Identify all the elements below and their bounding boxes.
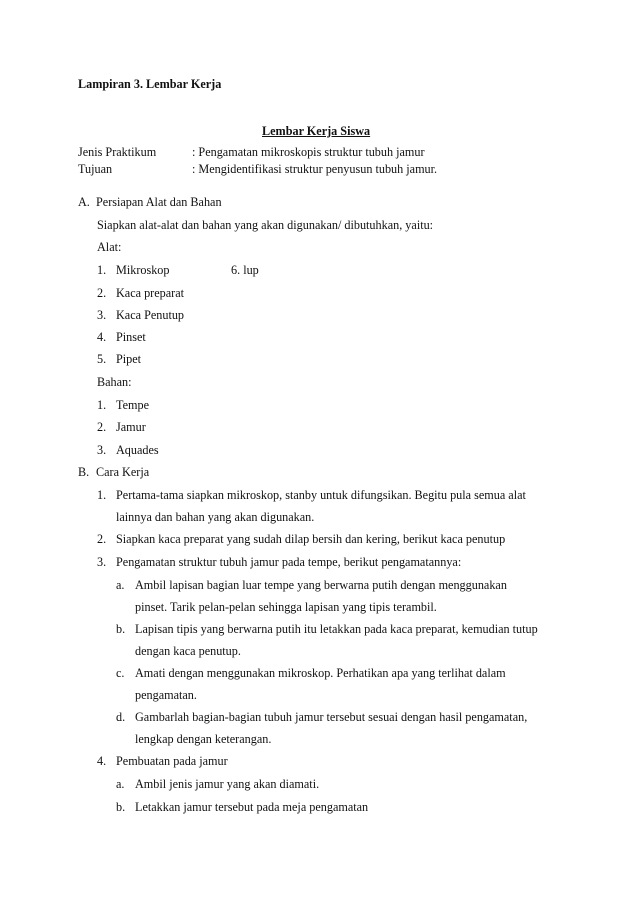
substep-text: pinset. Tarik pelan-pelan sehingga lapisan yang tipis terambil. bbox=[135, 600, 437, 614]
section-b-marker: B. bbox=[78, 465, 90, 479]
substep-text: dengan kaca penutup. bbox=[135, 644, 241, 658]
step-text: Siapkan kaca preparat yang sudah dilap bersih dan kering, berikut kaca penutup bbox=[116, 532, 506, 546]
alat-number: 4. bbox=[97, 330, 107, 344]
step-number: 3. bbox=[97, 555, 107, 569]
substep-text: Gambarlah bagian-bagian tubuh jamur tersebut sesuai dengan hasil pengamatan, bbox=[135, 710, 528, 724]
alat-item: Pinset bbox=[116, 330, 146, 344]
substep-text: Ambil lapisan bagian luar tempe yang berwarna putih dengan menggunakan bbox=[135, 578, 507, 592]
step-number: 2. bbox=[97, 532, 107, 546]
substep-text: Amati dengan menggunakan mikroskop. Perhatikan apa yang terlihat dalam bbox=[135, 666, 506, 680]
substep-letter: a. bbox=[116, 578, 125, 592]
substep-text: Ambil jenis jamur yang akan diamati. bbox=[135, 777, 320, 791]
tujuan-label: Tujuan bbox=[78, 162, 113, 176]
substep-letter: b. bbox=[116, 622, 126, 636]
jenis-praktikum-value: : Pengamatan mikroskopis struktur tubuh jamur bbox=[192, 145, 425, 159]
bahan-number: 2. bbox=[97, 420, 107, 434]
substep-text: pengamatan. bbox=[135, 688, 197, 702]
alat-item: Mikroskop bbox=[116, 263, 170, 277]
bahan-item: Aquades bbox=[116, 443, 159, 457]
bahan-item: Jamur bbox=[116, 420, 146, 434]
tujuan-value: : Mengidentifikasi struktur penyusun tubuh jamur. bbox=[192, 162, 438, 176]
section-a-title: Persiapan Alat dan Bahan bbox=[96, 195, 222, 209]
substep-text: Letakkan jamur tersebut pada meja pengamatan bbox=[135, 800, 369, 814]
bahan-label: Bahan: bbox=[97, 375, 132, 389]
appendix-title: Lampiran 3. Lembar Kerja bbox=[78, 77, 222, 91]
alat-number: 3. bbox=[97, 308, 107, 322]
alat-item: Kaca Penutup bbox=[116, 308, 185, 322]
step-number: 1. bbox=[97, 488, 107, 502]
alat-number: 2. bbox=[97, 286, 107, 300]
substep-text: Lapisan tipis yang berwarna putih itu letakkan pada kaca preparat, kemudian tutup bbox=[135, 622, 538, 636]
bahan-number: 3. bbox=[97, 443, 107, 457]
substep-letter: c. bbox=[116, 666, 125, 680]
substep-letter: a. bbox=[116, 777, 125, 791]
jenis-praktikum-label: Jenis Praktikum bbox=[78, 145, 157, 159]
step-text: Pengamatan struktur tubuh jamur pada tempe, berikut pengamatannya: bbox=[116, 555, 462, 569]
substep-text: lengkap dengan keterangan. bbox=[135, 732, 272, 746]
section-a-marker: A. bbox=[78, 195, 90, 209]
step-text: Pertama-tama siapkan mikroskop, stanby untuk difungsikan. Begitu pula semua alat bbox=[116, 488, 526, 502]
worksheet-title: Lembar Kerja Siswa bbox=[262, 124, 371, 138]
bahan-number: 1. bbox=[97, 398, 107, 412]
alat-label: Alat: bbox=[97, 240, 122, 254]
step-text: Pembuatan pada jamur bbox=[116, 754, 228, 768]
alat-number: 1. bbox=[97, 263, 107, 277]
alat-item: Kaca preparat bbox=[116, 286, 184, 300]
step-number: 4. bbox=[97, 754, 107, 768]
step-text: lainnya dan bahan yang akan digunakan. bbox=[116, 510, 315, 524]
bahan-item: Tempe bbox=[116, 398, 149, 412]
section-b-title: Cara Kerja bbox=[96, 465, 150, 479]
alat-number: 5. bbox=[97, 352, 107, 366]
alat-item: Pipet bbox=[116, 352, 142, 366]
section-a-intro: Siapkan alat-alat dan bahan yang akan digunakan/ dibutuhkan, yaitu: bbox=[97, 218, 434, 232]
substep-letter: d. bbox=[116, 710, 126, 724]
alat-item-extra: 6. lup bbox=[231, 263, 259, 277]
substep-letter: b. bbox=[116, 800, 126, 814]
